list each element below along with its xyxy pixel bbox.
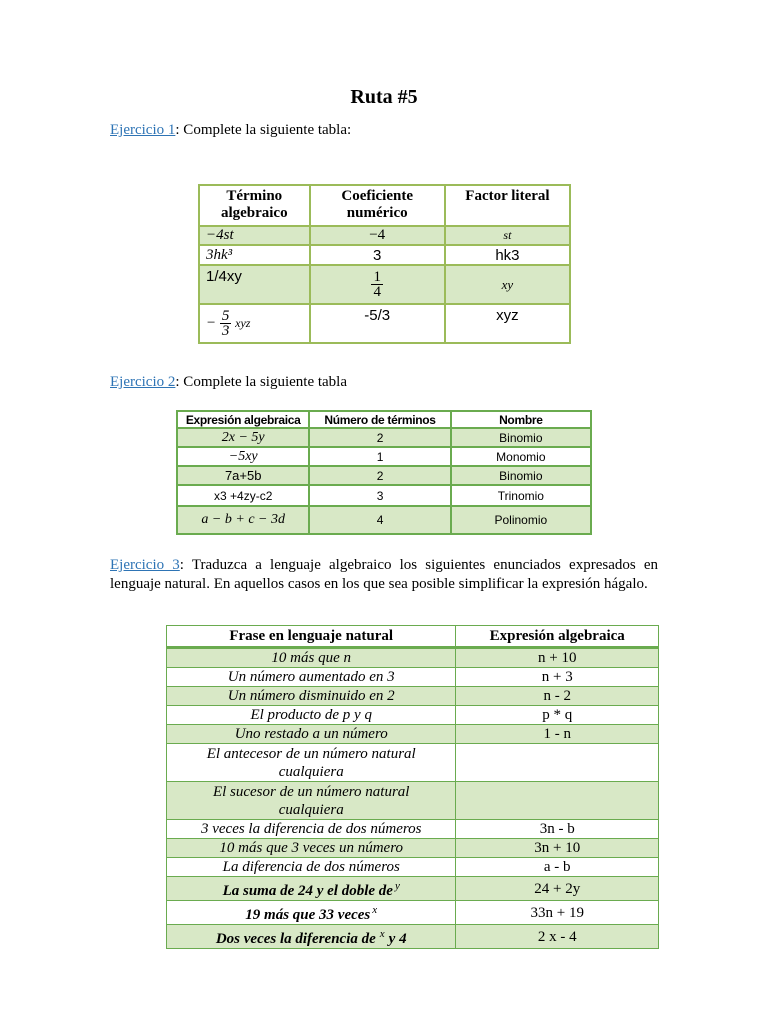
phrase-text: 19 más que 33 veces [245, 907, 371, 923]
phrase-tail: y 4 [388, 931, 407, 947]
table-row [167, 820, 659, 839]
phrase-cell [167, 877, 456, 901]
exercise-3-table [166, 625, 659, 949]
name-cell: Polinomio [451, 506, 591, 534]
expression-cell: a - b [456, 858, 659, 877]
term-count-cell: 1 [309, 447, 450, 466]
column-header: Coeficiente numérico [310, 185, 445, 226]
table-header-row [177, 411, 591, 428]
expression-cell [456, 744, 659, 782]
exercise-1-link[interactable]: Ejercicio 1 [110, 122, 176, 138]
exercise-2-instruction: : Complete la siguiente tabla [175, 374, 348, 390]
expression-cell: 24 + 2y [456, 877, 659, 901]
table-row [199, 245, 570, 265]
exercise-1-table [198, 184, 571, 344]
table-header-row [199, 185, 570, 226]
exercise-3-link[interactable]: Ejercicio 3 [110, 557, 180, 573]
coefficient-cell: -5/3 [310, 304, 445, 343]
table-row [167, 782, 659, 820]
table-row [167, 925, 659, 949]
expression-cell: a − b + c − 3d [177, 506, 309, 534]
coefficient-cell: 3 [310, 245, 445, 265]
exercise-1-instruction: : Complete la siguiente tabla: [175, 122, 352, 138]
fraction-numerator: 1 [373, 269, 381, 285]
exercise-3-paragraph [110, 556, 658, 594]
expression-cell [456, 782, 659, 820]
column-header: Frase en lenguaje natural [167, 626, 456, 648]
table-row [167, 901, 659, 925]
expression-cell: n - 2 [456, 687, 659, 706]
expression-cell: 2 x - 4 [456, 925, 659, 949]
phrase-variable: x [379, 928, 385, 940]
phrase-text: La suma de 24 y el doble de [222, 883, 393, 899]
exercise-3-instruction: : Traduzca a lenguaje algebraico los siguientes enunciados expresados en lenguaje natural. En aquellos casos en los que sea posible simplificar la expresión hágalo. [110, 557, 658, 592]
phrase-cell: Un número disminuido en 2 [167, 687, 456, 706]
table-row [167, 687, 659, 706]
table-row [167, 744, 659, 782]
phrase-cell: 10 más que 3 veces un número [167, 839, 456, 858]
phrase-variable: x [372, 904, 378, 916]
term-count-cell: 2 [309, 428, 450, 447]
expression-cell: n + 3 [456, 668, 659, 687]
phrase-cell: El sucesor de un número natural cualquiera [167, 782, 456, 820]
phrase-cell: 3 veces la diferencia de dos números [167, 820, 456, 839]
expression-cell: n + 10 [456, 648, 659, 668]
column-header: Expresión algebraica [456, 626, 659, 648]
literal-cell: xy [445, 265, 570, 304]
phrase-cell: El producto de p y q [167, 706, 456, 725]
phrase-cell [167, 901, 456, 925]
table-row [177, 428, 591, 447]
column-header: Expresión algebraica [177, 411, 309, 428]
expression-cell: 3n + 10 [456, 839, 659, 858]
expression-cell: 3n - b [456, 820, 659, 839]
exercise-1-heading [110, 122, 351, 139]
term-cell: 1/4xy [199, 265, 310, 304]
table-row [167, 648, 659, 668]
table-row [177, 447, 591, 466]
table-row [177, 485, 591, 506]
column-header: Nombre [451, 411, 591, 428]
table-row [199, 304, 570, 343]
exercise-2-table [176, 410, 592, 535]
phrase-cell: Uno restado a un número [167, 725, 456, 744]
fraction-numerator: 5 [221, 308, 230, 324]
phrase-cell: La diferencia de dos números [167, 858, 456, 877]
column-header: Factor literal [445, 185, 570, 226]
expression-cell: −5xy [177, 447, 309, 466]
term-cell [199, 304, 310, 343]
coefficient-cell: −4 [310, 226, 445, 245]
table-header-row [167, 626, 659, 648]
column-header: Término algebraico [199, 185, 310, 226]
expression-cell: 33n + 19 [456, 901, 659, 925]
table-row [199, 265, 570, 304]
name-cell: Binomio [451, 428, 591, 447]
phrase-cell: El antecesor de un número natural cualquiera [167, 744, 456, 782]
table-row [167, 839, 659, 858]
expression-cell: 2x − 5y [177, 428, 309, 447]
name-cell: Monomio [451, 447, 591, 466]
exercise-2-heading [110, 374, 347, 391]
table-row [167, 706, 659, 725]
term-variables: xyz [235, 315, 251, 330]
table-row [167, 858, 659, 877]
coefficient-fraction [371, 270, 383, 299]
name-cell: Trinomio [451, 485, 591, 506]
column-header: Número de términos [309, 411, 450, 428]
term-cell: 3hk³ [199, 245, 310, 265]
page-title: Ruta #5 [350, 86, 418, 108]
phrase-cell: 10 más que n [167, 648, 456, 668]
term-fraction [220, 309, 232, 338]
term-count-cell: 2 [309, 466, 450, 485]
name-cell: Binomio [451, 466, 591, 485]
fraction-denominator: 4 [373, 284, 381, 300]
table-row [167, 668, 659, 687]
literal-cell: st [445, 226, 570, 245]
table-row [199, 226, 570, 245]
term-sign: − [206, 314, 217, 331]
literal-cell: hk3 [445, 245, 570, 265]
fraction-denominator: 3 [221, 323, 230, 339]
expression-cell: p * q [456, 706, 659, 725]
coefficient-cell [310, 265, 445, 304]
phrase-variable: y [394, 880, 400, 892]
table-row [177, 506, 591, 534]
exercise-2-link[interactable]: Ejercicio 2 [110, 374, 176, 390]
expression-cell: 1 - n [456, 725, 659, 744]
phrase-text: Dos veces la diferencia de [215, 931, 376, 947]
literal-cell: xyz [445, 304, 570, 343]
expression-cell: x3 +4zy-c2 [177, 485, 309, 506]
table-row [177, 466, 591, 485]
table-row [167, 725, 659, 744]
table-row [167, 877, 659, 901]
term-cell: −4st [199, 226, 310, 245]
expression-cell: 7a+5b [177, 466, 309, 485]
phrase-cell: Un número aumentado en 3 [167, 668, 456, 687]
phrase-cell [167, 925, 456, 949]
term-count-cell: 3 [309, 485, 450, 506]
term-count-cell: 4 [309, 506, 450, 534]
